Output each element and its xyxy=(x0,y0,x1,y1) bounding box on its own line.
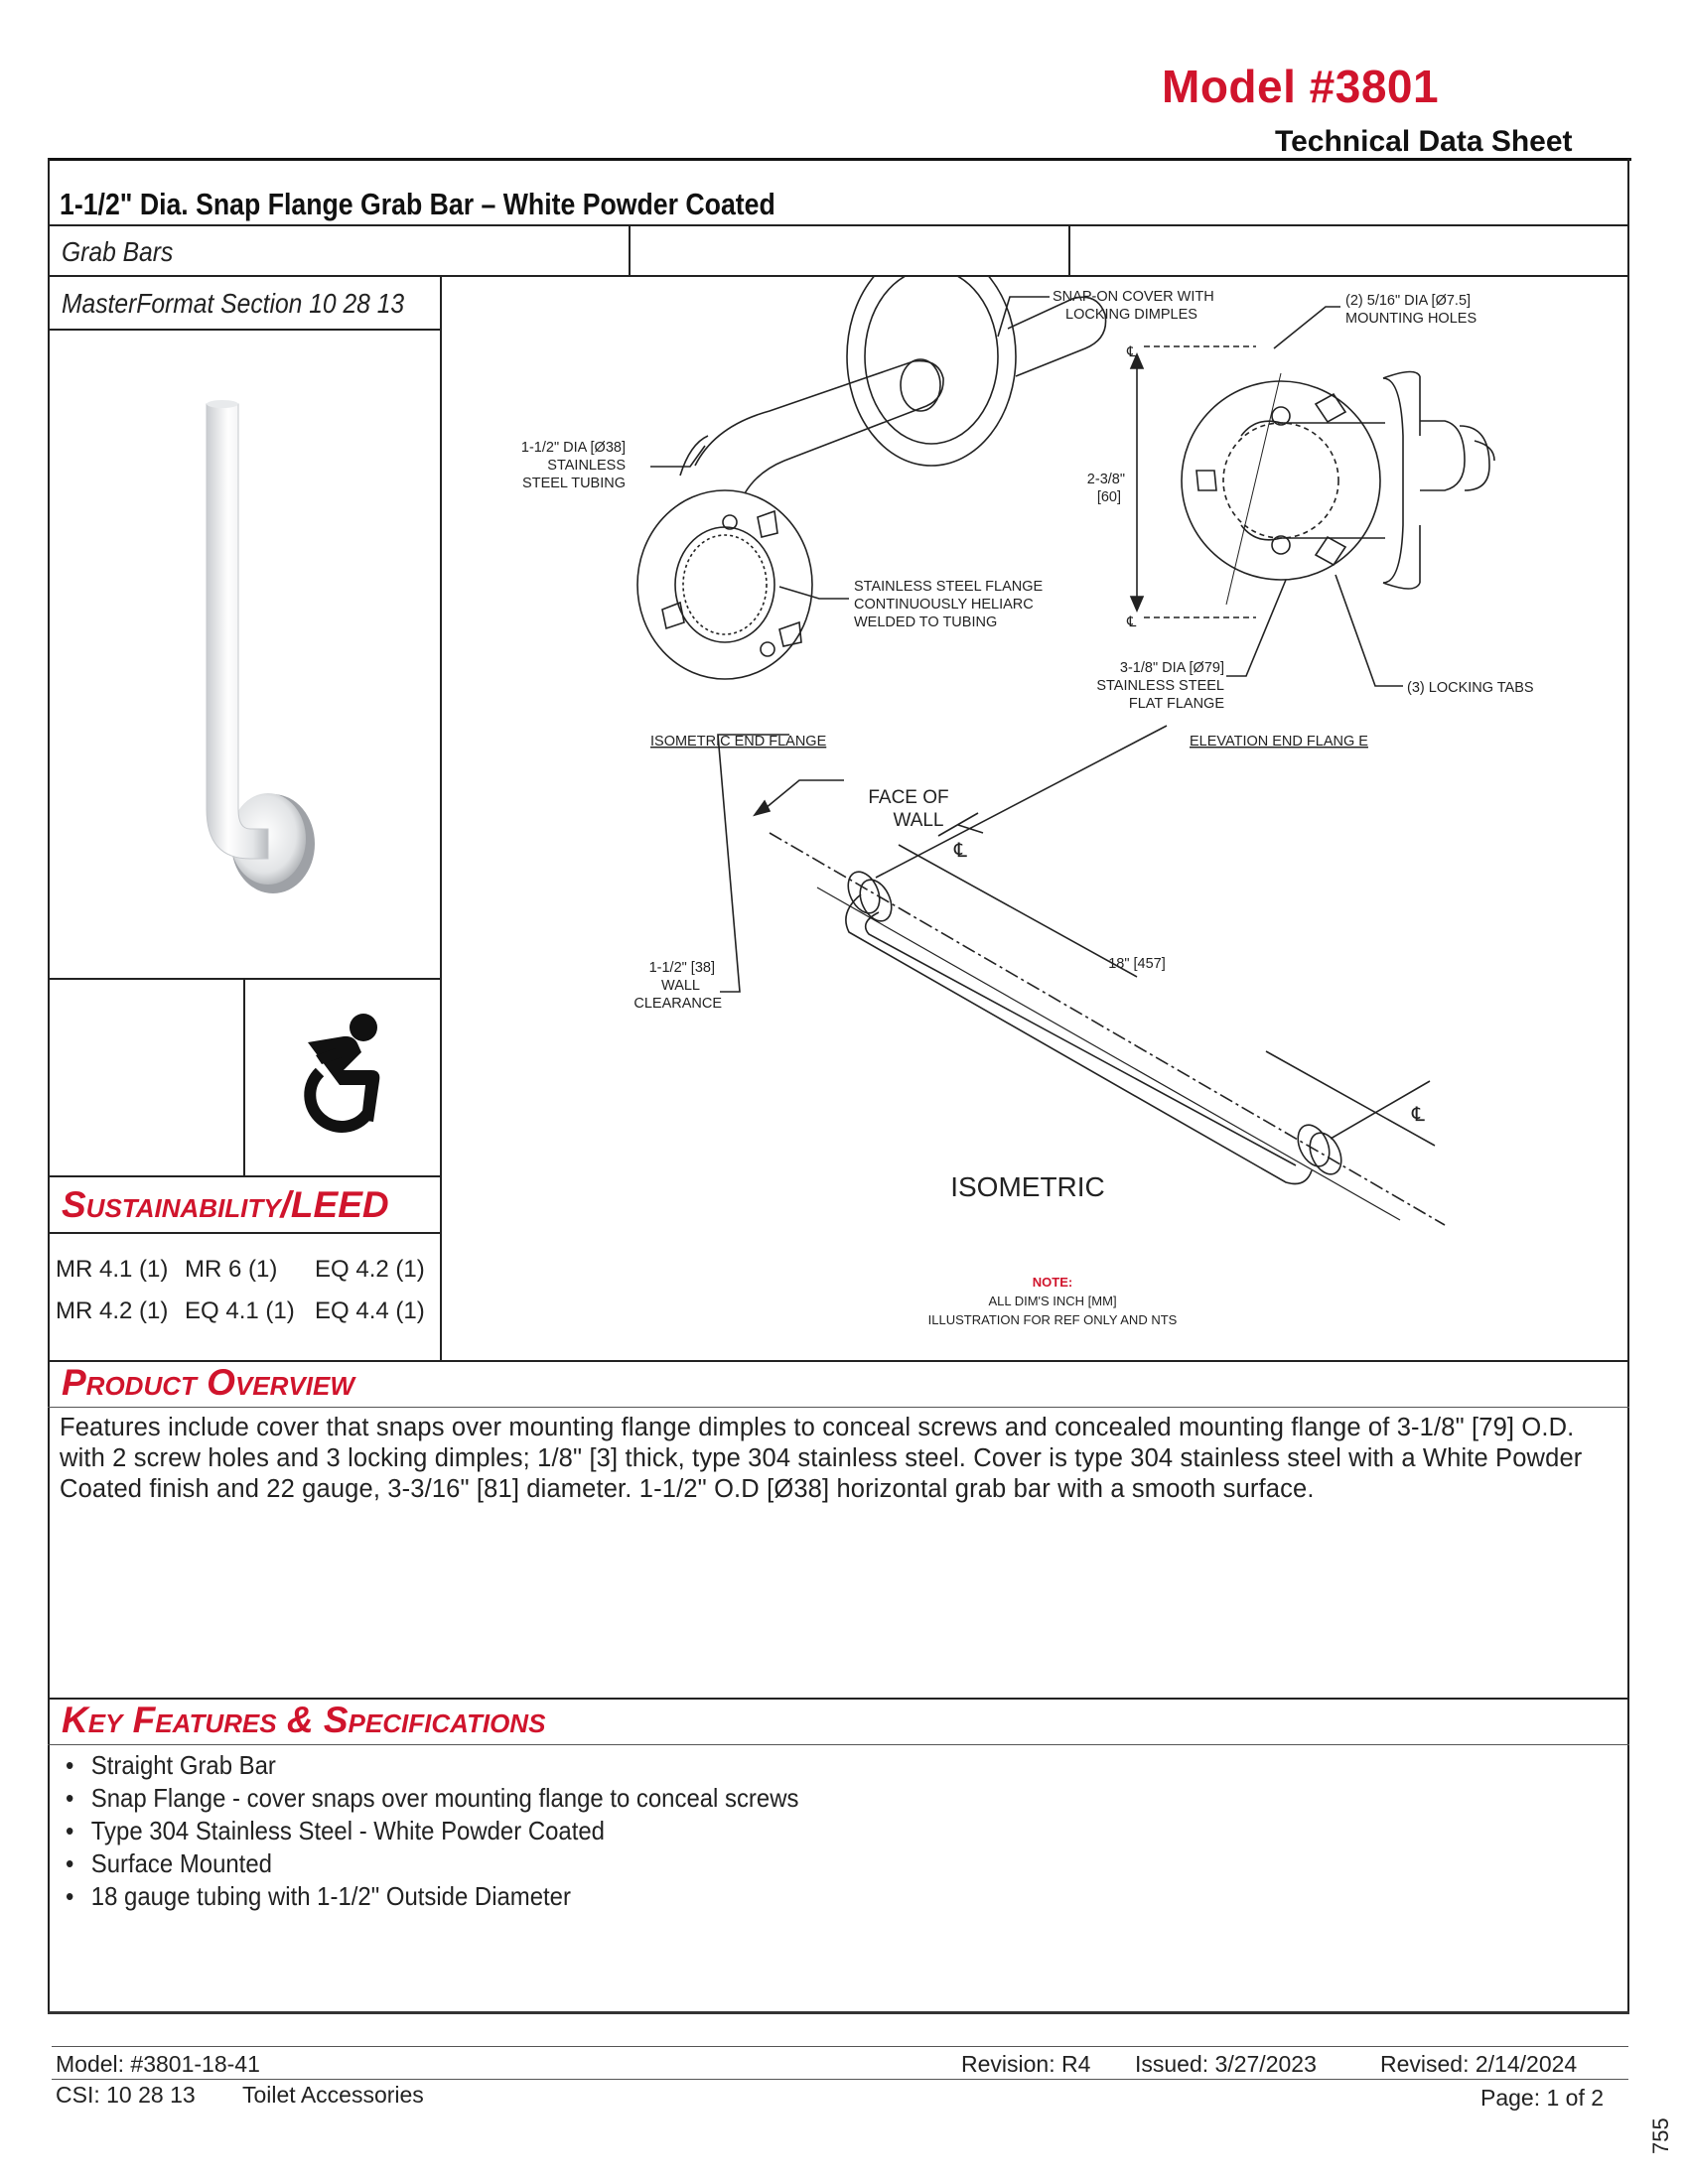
face-of-wall-label: WALL xyxy=(893,810,944,831)
footer-issued: Issued: 3/27/2023 xyxy=(1135,2051,1317,2077)
tubing-label: STAINLESS xyxy=(547,458,626,474)
product-category: Grab Bars xyxy=(62,236,174,267)
feature-item: • Type 304 Stainless Steel - White Powder Coated xyxy=(66,1815,798,1847)
centerline xyxy=(770,833,1445,1225)
clearance-label: 1-1/2" [38] xyxy=(648,960,715,976)
masterformat-section: MasterFormat Section 10 28 13 xyxy=(62,288,405,319)
leed-credit: EQ 4.4 (1) xyxy=(315,1297,425,1324)
leed-credit: MR 4.1 (1) xyxy=(56,1256,169,1283)
snap-cover-shape xyxy=(847,277,1016,466)
page-number: 755 xyxy=(1648,2117,1673,2154)
elevation-flange-label: 3-1/8" DIA [Ø79] xyxy=(1119,660,1224,676)
centerline-symbol: ℄ xyxy=(1412,1104,1425,1126)
note-line: ILLUSTRATION FOR REF ONLY AND NTS xyxy=(927,1312,1178,1327)
features-heading-divider xyxy=(48,1744,1629,1745)
face-of-wall-label: FACE OF xyxy=(868,787,949,808)
cover-label: SNAP-ON COVER WITH xyxy=(1053,289,1214,305)
feature-item: • Snap Flange - cover snaps over mounting flange to conceal screws xyxy=(66,1782,798,1815)
footer-revised: Revised: 2/14/2024 xyxy=(1380,2051,1578,2077)
centerline-symbol: ℄ xyxy=(954,840,967,862)
footer-top-rule xyxy=(48,2011,1629,2014)
mounting-holes-label: MOUNTING HOLES xyxy=(1345,311,1477,327)
features-list xyxy=(66,1749,863,1913)
footer-revision: Revision: R4 xyxy=(961,2051,1091,2077)
leed-credit: EQ 4.2 (1) xyxy=(315,1256,425,1283)
front-flange-shape xyxy=(637,490,812,679)
mounting-holes-label: (2) 5/16" DIA [Ø7.5] xyxy=(1345,293,1472,309)
grab-bar-photo xyxy=(189,392,338,928)
category-cell-divider-2 xyxy=(1068,224,1070,276)
footer-section: Toilet Accessories xyxy=(242,2082,424,2108)
note-heading: NOTE: xyxy=(1032,1275,1073,1290)
leed-heading-divider xyxy=(48,1232,441,1234)
flange-label: CONTINUOUSLY HELIARC xyxy=(854,597,1034,613)
feature-item: • 18 gauge tubing with 1-1/2" Outside Diameter xyxy=(66,1880,798,1913)
features-heading: Key Features & Specifications xyxy=(62,1700,546,1740)
category-cell-divider-1 xyxy=(629,224,631,276)
elevation-caption: ELEVATION END FLANG E xyxy=(1190,734,1368,750)
centerline-symbol: ℄ xyxy=(1127,614,1137,630)
elevation-flange-label: FLAT FLANGE xyxy=(1128,696,1224,712)
isometric-caption: ISOMETRIC xyxy=(950,1171,1105,1202)
centerline-symbol: ℄ xyxy=(1127,344,1137,360)
note-line: ALL DIM'S INCH [MM] xyxy=(988,1294,1117,1308)
flange-label: STAINLESS STEEL FLANGE xyxy=(854,579,1044,595)
model-number: Model #3801 xyxy=(1162,61,1440,112)
footer-csi: CSI: 10 28 13 xyxy=(56,2082,196,2108)
feature-item: • Surface Mounted xyxy=(66,1847,798,1880)
cover-label: LOCKING DIMPLES xyxy=(1065,307,1197,323)
spacing-label: [60] xyxy=(1096,489,1121,505)
title-row-divider xyxy=(48,224,1629,226)
sustainability-heading: Sustainability/LEED xyxy=(62,1184,389,1225)
leed-credit: MR 6 (1) xyxy=(185,1256,278,1283)
masterformat-divider xyxy=(48,329,441,331)
overview-heading: Product Overview xyxy=(62,1362,354,1403)
icon-row-divider xyxy=(48,1175,441,1177)
document-type: Technical Data Sheet xyxy=(1275,125,1573,158)
clearance-label: CLEARANCE xyxy=(633,996,722,1012)
footer-rule xyxy=(52,2079,1628,2080)
footer-rule xyxy=(52,2046,1628,2047)
overview-heading-divider xyxy=(48,1407,1629,1408)
technical-drawing xyxy=(442,277,1627,1359)
feature-item: • Straight Grab Bar xyxy=(66,1749,798,1782)
footer-model: Model: #3801-18-41 xyxy=(56,2051,260,2077)
flange-label: WELDED TO TUBING xyxy=(854,614,998,630)
spacing-label: 2-3/8" xyxy=(1086,472,1125,487)
tubing-label: 1-1/2" DIA [Ø38] xyxy=(520,440,626,456)
icon-cell-divider xyxy=(243,978,245,1176)
leed-credit: EQ 4.1 (1) xyxy=(185,1297,295,1324)
locking-tabs-label: (3) LOCKING TABS xyxy=(1407,680,1534,696)
overview-text: Features include cover that snaps over mounting flange dimples to conceal screws and concealed mounting flange of 3-1/8" [79] O.D. with 2 screw holes and 3 locking dimples; 1/8" [3] thick, type 304 stainless steel. Cover is type 304 stainless steel with a White Powder Coated finish and 22 gauge, 3-3/16" [81] diameter. 1-1/2" O.D [Ø38] horizontal grab bar with a smooth surface. xyxy=(60,1414,1583,1503)
accessible-wheelchair-icon xyxy=(286,1011,400,1142)
clearance-label: WALL xyxy=(661,978,700,994)
product-title: 1-1/2" Dia. Snap Flange Grab Bar – White Powder Coated xyxy=(60,187,775,221)
tubing-label: STEEL TUBING xyxy=(522,476,626,491)
elevation-flange-shape xyxy=(1182,381,1380,580)
leed-credit: MR 4.2 (1) xyxy=(56,1297,169,1324)
iso-flange-caption: ISOMETRIC END FLANGE xyxy=(650,734,827,750)
footer-page: Page: 1 of 2 xyxy=(1480,2085,1605,2111)
length-label: 18" [457] xyxy=(1108,956,1166,972)
elevation-flange-label: STAINLESS STEEL xyxy=(1096,678,1224,694)
